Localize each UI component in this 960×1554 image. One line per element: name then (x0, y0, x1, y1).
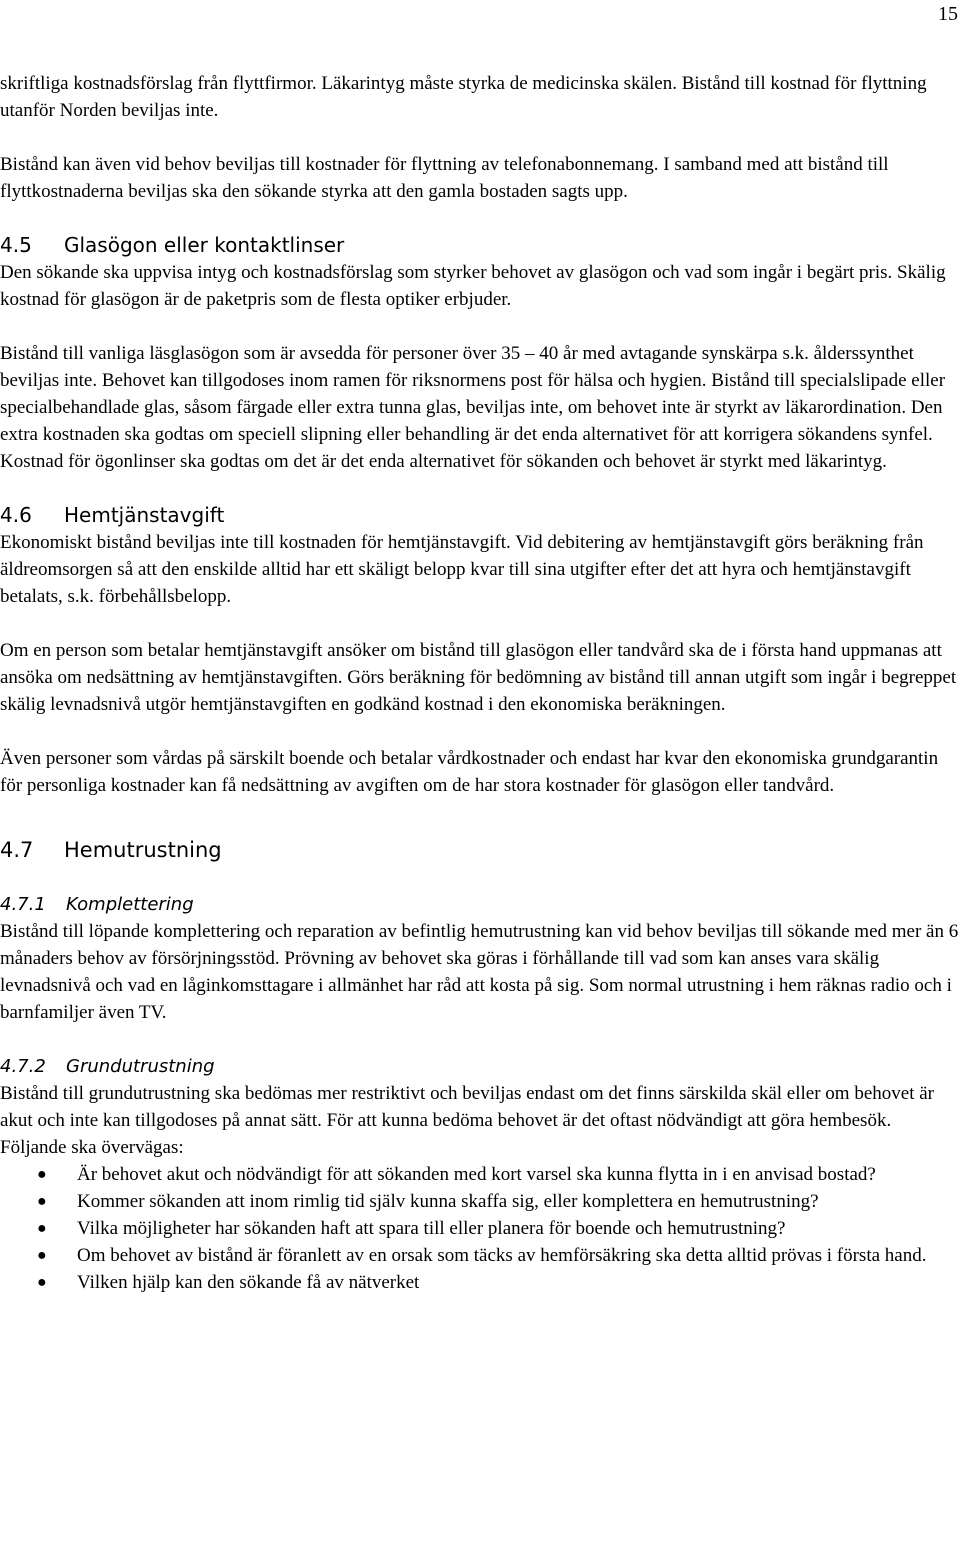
section-heading-4-5 (0, 232, 960, 259)
list-item (0, 1269, 960, 1296)
list-item-text: Kommer sökanden att inom rimlig tid själv kunna skaffa sig, eller komplettera en hemutrustning? (77, 1191, 819, 1212)
paragraph: skriftliga kostnadsförslag från flyttfirmor. Läkarintyg måste styrka de medicinska skälen. Bistånd till kostnad för flyttning utanför Norden beviljas inte. (0, 73, 927, 121)
paragraph: Bistånd kan även vid behov beviljas till kostnader för flyttning av telefonabonnemang. I samband med att bistånd till flyttkostnaderna beviljas ska den sökande styrka att den gamla bostaden sagts upp. (0, 154, 889, 202)
list-item (0, 1242, 960, 1269)
bullet-icon: ● (37, 1274, 47, 1291)
paragraph: Även personer som vårdas på särskilt boende och betalar vårdkostnader och endast har kvar den ekonomiska grundgarantin för personliga kostnader kan få nedsättning av avgiften om de har stora kostnader för glasögon eller tandvård. (0, 748, 939, 796)
subsection-title: Komplettering (66, 894, 194, 915)
list-item-text: Vilken hjälp kan den sökande få av nätverket (77, 1272, 420, 1293)
list-item (0, 1188, 960, 1215)
paragraph: Bistånd till löpande komplettering och reparation av befintlig hemutrustning kan vid behov beviljas till sökande med mer än 6 månaders behov av försörjningsstöd. Prövning av behovet ska göras i förhållande till vad som kan anses vara skälig levnadsnivå och vad en låginkomsttagare i allmänhet har råd att kosta på sig. Som normal utrustning i hem räknas radio och i barnfamiljer även TV. (0, 921, 959, 1023)
bullet-list (0, 1161, 960, 1296)
bullet-icon: ● (37, 1193, 47, 1210)
document-body (0, 70, 960, 1296)
subsection-title: Grundutrustning (66, 1056, 215, 1077)
bullet-icon: ● (37, 1220, 47, 1237)
list-item-text: Är behovet akut och nödvändigt för att sökanden med kort varsel ska kunna flytta in i en anvisad bostad? (77, 1164, 876, 1185)
subsection-heading-4-7-1 (0, 891, 960, 918)
section-number: 4.7 (0, 838, 34, 862)
paragraph: Om en person som betalar hemtjänstavgift ansöker om bistånd till glasögon eller tandvård ska de i första hand uppmanas att ansöka om nedsättning av hemtjänstavgiften. Görs beräkning för bedömning av bistånd till annan utgift som ingår i begreppet skälig levnadsnivå utgör hemtjänstavgiften en godkänd kostnad i den ekonomiska beräkningen. (0, 640, 957, 715)
list-item (0, 1161, 960, 1188)
subsection-heading-4-7-2 (0, 1053, 960, 1080)
bullet-icon: ● (37, 1166, 47, 1183)
paragraph: Bistånd till grundutrustning ska bedömas mer restriktivt och beviljas endast om det finns särskilda skäl eller om behovet är akut och inte kan tillgodoses på annat sätt. För att kunna bedöma behovet är det oftast nödvändigt att göra hembesök. (0, 1083, 934, 1131)
paragraph: Ekonomiskt bistånd beviljas inte till kostnaden för hemtjänstavgift. Vid debitering av hemtjänstavgift görs beräkning från äldreomsorgen så att den enskilde alltid har ett skäligt belopp kvar till sina utgifter efter det att hyra och hemtjänstavgift betalats, s.k. förbehållsbelopp. (0, 532, 924, 607)
subsection-number: 4.7.2 (0, 1056, 46, 1077)
subsection-number: 4.7.1 (0, 894, 46, 915)
section-number: 4.5 (0, 233, 32, 257)
section-number: 4.6 (0, 503, 32, 527)
list-item (0, 1215, 960, 1242)
list-item-text: Om behovet av bistånd är föranlett av en orsak som täcks av hemförsäkring ska detta alltid prövas i första hand. (77, 1245, 927, 1266)
bullet-icon: ● (37, 1247, 47, 1264)
section-title: Glasögon eller kontaktlinser (64, 233, 345, 257)
section-heading-4-7 (0, 837, 960, 864)
paragraph: Den sökande ska uppvisa intyg och kostnadsförslag som styrker behovet av glasögon och vad som ingår i begärt pris. Skälig kostnad för glasögon är de paketpris som de flesta optiker erbjuder. (0, 262, 946, 310)
section-heading-4-6 (0, 502, 960, 529)
list-intro: Följande ska övervägas: (0, 1137, 184, 1158)
section-title: Hemtjänstavgift (64, 503, 225, 527)
section-title: Hemutrustning (64, 838, 222, 862)
list-item-text: Vilka möjligheter har sökanden haft att spara till eller planera för boende och hemutrustning? (77, 1218, 786, 1239)
page-number: 15 (938, 3, 958, 25)
paragraph: Bistånd till vanliga läsglasögon som är avsedda för personer över 35 – 40 år med avtagande synskärpa s.k. ålderssynthet beviljas inte. Behovet kan tillgodoses inom ramen för riksnormens post för hälsa och hygien. Bistånd till specialslipade eller specialbehandlade glas, såsom färgade eller extra tunna glas, beviljas inte, om behovet inte är styrkt av läkarordination. Den extra kostnaden ska godtas om speciell slipning eller behandling är det enda alternativet för att korrigera sökandens synfel. Kostnad för ögonlinser ska godtas om det är det enda alternativet för sökanden och behovet är styrkt med läkarintyg. (0, 343, 946, 472)
